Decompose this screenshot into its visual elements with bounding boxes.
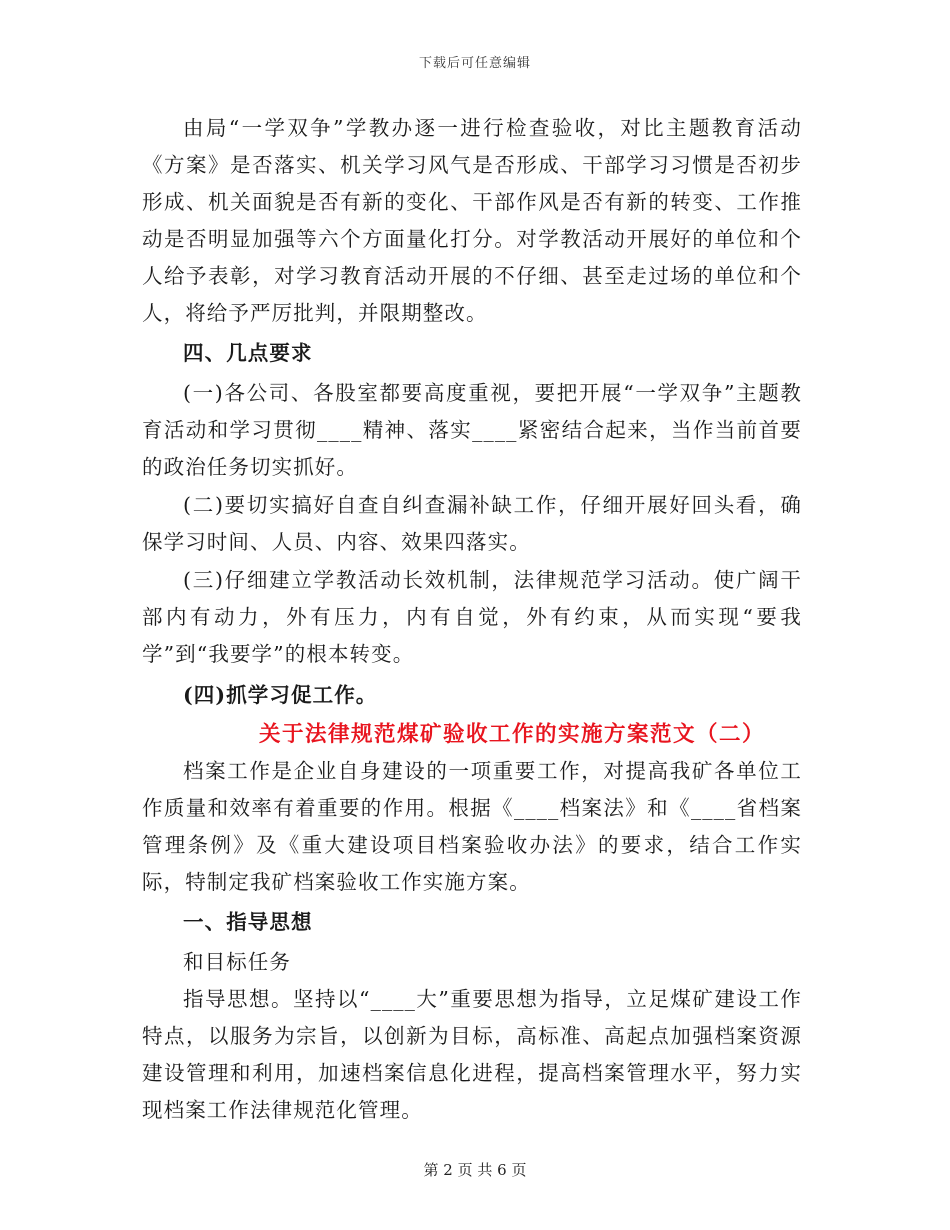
section-heading-guiding-ideology: 一、指导思想	[183, 910, 313, 934]
requirement-item-2: (二)要切实搞好自查自纠查漏补缺工作，仔细开展好回头看，确保学习时间、人员、内容、效果四落实。	[142, 493, 802, 554]
paragraph-guiding-ideology: 指导思想。坚持以“____大”重要思想为指导，立足煤矿建设工作特点，以服务为宗旨，以创新为目标，高标准、高起点加强档案资源建设管理和利用，加速档案信息化进程，提高档案管理水平，努力实现档案工作法律规范化管理。	[142, 987, 802, 1122]
section-heading-requirements: 四、几点要求	[183, 341, 313, 365]
subheading-objectives: 和目标任务	[183, 950, 291, 974]
paragraph-inspection: 由局“一学双争”学教办逐一进行检查验收，对比主题教育活动《方案》是否落实、机关学习风气是否形成、干部学习习惯是否初步形成、机关面貌是否有新的变化、干部作风是否有新的转变、工作推动是否明显加强等六个方面量化打分。对学教活动开展好的单位和个人给予表彰，对学习教育活动开展的不仔细、甚至走过场的单位和个人，将给予严厉批判，并限期整改。	[142, 116, 802, 325]
section-title: 关于法律规范煤矿验收工作的实施方案范文（二）	[258, 722, 765, 747]
paragraph-intro: 档案工作是企业自身建设的一项重要工作，对提高我矿各单位工作质量和效率有着重要的作用。根据《____档案法》和《____省档案管理条例》及《重大建设项目档案验收办法》的要求，结合工作实际，特制定我矿档案验收工作实施方案。	[142, 759, 802, 894]
document-body	[142, 110, 802, 1129]
requirement-item-1: (一)各公司、各股室都要高度重视，要把开展“一学双争”主题教育活动和学习贯彻____精神、落实____紧密结合起来，当作当前首要的政治任务切实抓好。	[142, 381, 802, 479]
requirement-item-3: (三)仔细建立学教活动长效机制，法律规范学习活动。使广阔干部内有动力，外有压力，内有自觉，外有约束，从而实现“要我学”到“我要学”的根本转变。	[142, 568, 802, 666]
page-header-note: 下载后可任意编辑	[418, 56, 531, 71]
page-number: 第 2 页 共 6 页	[423, 1161, 527, 1179]
requirement-item-4: (四)抓学习促工作。	[183, 683, 378, 707]
